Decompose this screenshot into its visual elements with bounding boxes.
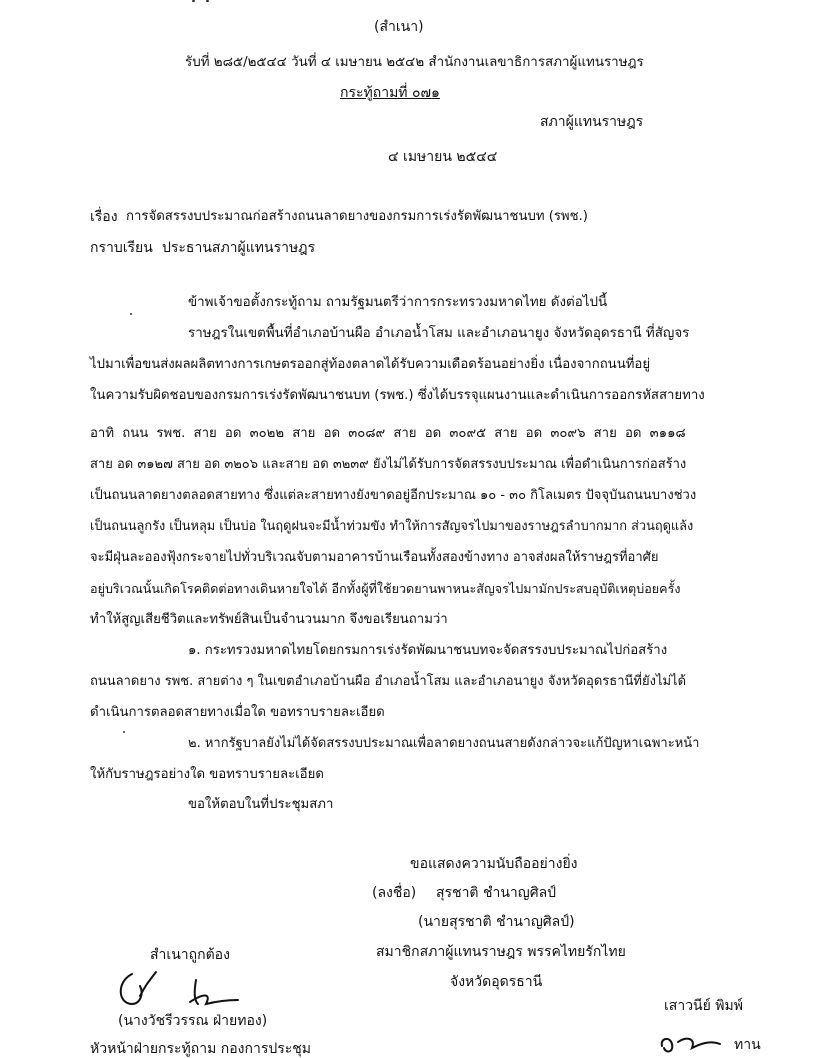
document-date: ๔ เมษายน ๒๕๔๔ xyxy=(388,149,498,165)
body-line: จะมีฝุ่นละอองฟุ้งกระจายไปทั่วบริเวณจับตามอาคารบ้านเรือนทั้งสองข้างทาง อาจส่งผลให้ราษฎรที่อาศัย xyxy=(90,550,659,565)
checked-by: ทาน xyxy=(734,1037,761,1053)
printed-name: (นายสุรชาติ ชำนาญศิลป์) xyxy=(418,914,575,930)
certifier-title: หัวหน้าฝ่ายกระทู้ถาม กองการประชุม xyxy=(90,1041,312,1057)
body-line: ขอให้ตอบในที่ประชุมสภา xyxy=(188,797,334,812)
copy-mark: (สำเนา) xyxy=(374,19,424,35)
body-line: สาย อด ๓๑๒๗ สาย อด ๓๒๐๖ และสาย อด ๓๒๓๙ ยังไม่ได้รับการจัดสรรงบประมาณ เพื่อดำเนินการก่อสร้าง xyxy=(90,457,687,472)
body-line: อาทิ ถนน รพช. สาย อด ๓๐๒๒ สาย อด ๓๐๘๙ สาย อด ๓๐๙๕ สาย อด ๓๐๙๖ สาย อด ๓๑๑๘ xyxy=(90,426,686,441)
body-line: ให้กับราษฎรอย่างใด ขอทราบรายละเอียด xyxy=(90,767,324,782)
body-line: ดำเนินการตลอดสายทางเมื่อใด ขอทราบรายละเอียด xyxy=(90,705,385,720)
scan-speck xyxy=(206,0,209,2)
body-line: ๒. หากรัฐบาลยังไม่ได้จัดสรรงบประมาณเพื่อลาดยางถนนสายดังกล่าวจะแก้ปัญหาเฉพาะหน้า xyxy=(188,736,700,751)
signed-name: สุรชาติ ชำนาญศิลป์ xyxy=(436,885,557,901)
receipt-line: รับที่ ๒๘๕/๒๕๔๔ วันที่ ๔ เมษายน ๒๕๔๒ สำนักงานเลขาธิการสภาผู้แทนราษฎร xyxy=(185,55,644,70)
closing-regards: ขอแสดงความนับถืออย่างยิ่ง xyxy=(410,856,578,872)
body-line: ทำให้สูญเสียชีวิตและทรัพย์สินเป็นจำนวนมาก จึงขอเรียนถามว่า xyxy=(90,612,448,627)
scan-speck xyxy=(123,731,125,733)
subject-label: เรื่อง xyxy=(90,209,118,225)
body-line: เป็นถนนลาดยางตลอดสายทาง ซึ่งแต่ละสายทางยังขาดอยู่อีกประมาณ ๑๐ - ๓๐ กิโลเมตร ปัจจุบันถนนบางช่วง xyxy=(90,488,697,503)
certification-label: สำเนาถูกต้อง xyxy=(150,947,230,963)
body-line: ๑. กระทรวงมหาดไทยโดยกรมการเร่งรัดพัฒนาชนบทจะจัดสรรงบประมาณไปก่อสร้าง xyxy=(188,643,668,658)
salutation-text: ประธานสภาผู้แทนราษฎร xyxy=(162,240,316,256)
house-name: สภาผู้แทนราษฎร xyxy=(540,114,644,130)
body-line: ข้าพเจ้าขอตั้งกระทู้ถาม ถามรัฐมนตรีว่าการกระทรวงมหาดไทย ดังต่อไปนี้ xyxy=(188,295,608,310)
question-number: กระทู้ถามที่ ๐๗๑ xyxy=(340,85,440,101)
signed-label: (ลงชื่อ) xyxy=(372,885,417,901)
body-line: เป็นถนนลูกรัง เป็นหลุม เป็นบ่อ ในฤดูฝนจะมีน้ำท่วมขัง ทำให้การสัญจรไปมาของราษฎรลำบากมาก ส่วนฤดูแล้ง xyxy=(90,519,694,534)
body-line: ในความรับผิดชอบของกรมการเร่งรัดพัฒนาชนบท (รพช.) ซึ่งได้บรรจุแผนงานและดำเนินการออกรหัสสายทาง xyxy=(90,388,705,403)
certifier-name: (นางวัชรีวรรณ ฝ่ายทอง) xyxy=(118,1013,268,1029)
body-line: อยู่บริเวณนั้นเกิดโรคติดต่อทางเดินหายใจได้ อีกทั้งผู้ที่ใช้ยวดยานพาหนะสัญจรไปมามักประสบอุบัติเหตุบ่อยครั้ง xyxy=(90,581,681,596)
checker-initials xyxy=(656,1030,726,1058)
subject-text: การจัดสรรงบประมาณก่อสร้างถนนลาดยางของกรมการเร่งรัดพัฒนาชนบท (รพช.) xyxy=(126,209,588,224)
salutation-label: กราบเรียน xyxy=(90,240,153,256)
signer-position: สมาชิกสภาผู้แทนราษฎร พรรคไทยรักไทย xyxy=(376,944,626,960)
body-line: ถนนลาดยาง รพช. สายต่าง ๆ ในเขตอำเภอบ้านผือ อำเภอน้ำโสม และอำเภอนายูง จังหวัดอุดรธานีที่ยังไม่ได้ xyxy=(90,674,687,689)
body-line: ไปมาเพื่อขนส่งผลผลิตทางการเกษตรออกสู่ท้องตลาดได้รับความเดือดร้อนอย่างยิ่ง เนื่องจากถนนที่อยู่ xyxy=(90,357,651,372)
scan-speck xyxy=(130,313,132,315)
certifier-signature xyxy=(110,966,240,1010)
signer-province: จังหวัดอุดรธานี xyxy=(450,974,543,990)
typed-by: เสาวนีย์ พิมพ์ xyxy=(664,998,743,1014)
body-line: ราษฎรในเขตพื้นที่อำเภอบ้านผือ อำเภอน้ำโสม และอำเภอนายูง จังหวัดอุดรธานี ที่สัญจร xyxy=(188,326,690,341)
scan-speck xyxy=(192,0,195,2)
